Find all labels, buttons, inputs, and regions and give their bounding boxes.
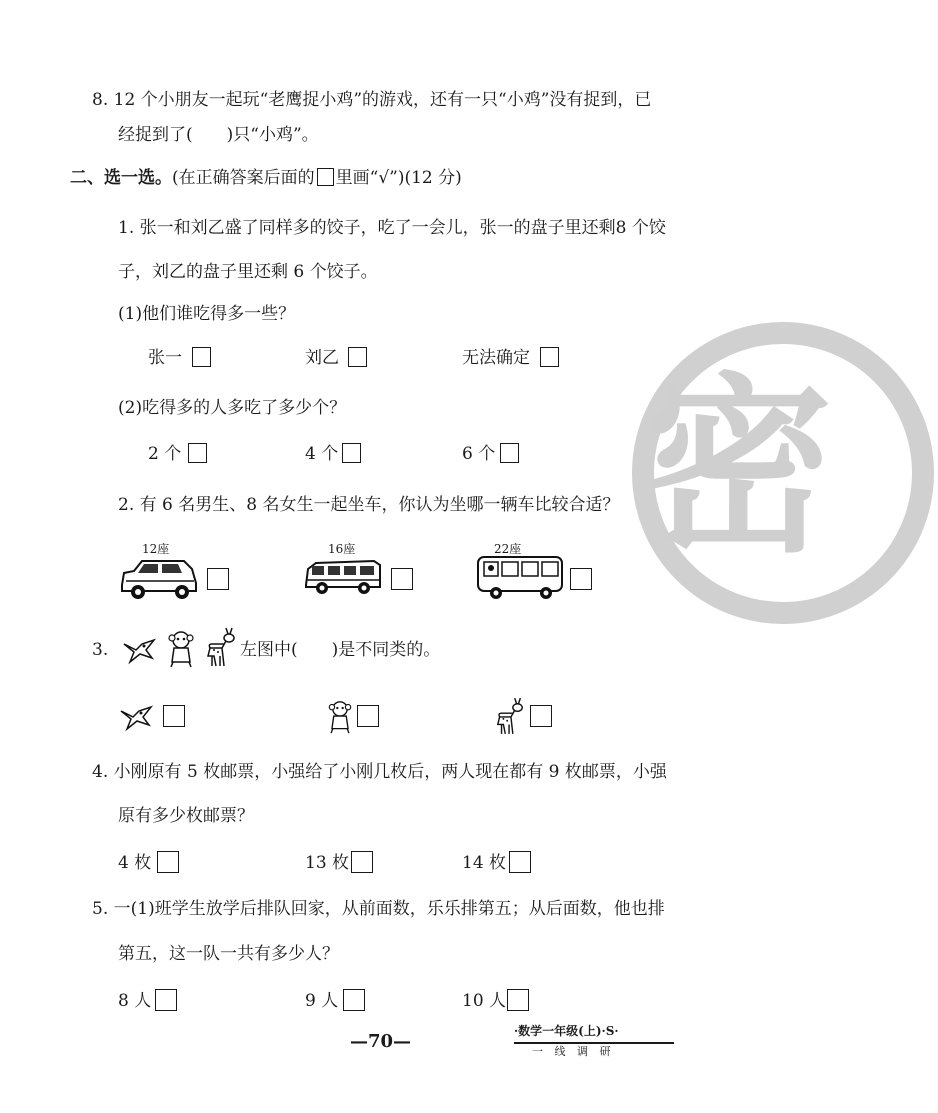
answer-box[interactable]	[342, 443, 361, 463]
q8-line2: 经捉到了( )只“小鸡”。	[118, 125, 319, 145]
car-icon	[118, 555, 200, 601]
q5-line2: 第五，这一队一共有多少人？	[118, 944, 339, 964]
swallow-icon	[122, 638, 156, 664]
answer-box[interactable]	[507, 989, 529, 1011]
monkey-icon	[325, 700, 355, 734]
q3-number: 3.	[92, 640, 109, 660]
vehicle-seat-label: 22座	[494, 542, 522, 556]
answer-box[interactable]	[163, 705, 185, 727]
q1-sub2-option: 2 个	[148, 444, 182, 464]
q1-sub1-option: 无法确定	[462, 348, 530, 368]
q4-option: 4 枚	[118, 853, 152, 873]
q2-line1: 2. 有 6 名男生、8 名女生一起坐车，你认为坐哪一辆车比较合适？	[118, 495, 620, 515]
answer-box[interactable]	[391, 568, 413, 590]
q5-line1: 5. 一(1)班学生放学后排队回家，从前面数，乐乐排第五；从后面数，他也排	[92, 899, 665, 919]
q1-sub1: (1)他们谁吃得多一些？	[118, 304, 296, 324]
q5-option: 9 人	[305, 991, 339, 1011]
q4-line1: 4. 小刚原有 5 枚邮票，小强给了小刚几枚后，两人现在都有 9 枚邮票，小强	[92, 762, 667, 782]
q1-sub1-option: 刘乙	[305, 348, 339, 368]
q4-option: 13 枚	[305, 853, 350, 873]
footer-divider	[514, 1042, 674, 1044]
page-number: —70—	[350, 1031, 412, 1052]
answer-box[interactable]	[348, 347, 367, 367]
answer-box[interactable]	[207, 568, 229, 590]
inline-box-icon	[317, 168, 334, 186]
answer-box[interactable]	[192, 347, 211, 367]
vehicle-seat-label: 16座	[328, 542, 356, 556]
q4-line2: 原有多少枚邮票？	[118, 806, 254, 826]
series-name: 一 线 调 研	[532, 1045, 615, 1058]
minibus-icon	[302, 555, 384, 597]
answer-box[interactable]	[188, 443, 207, 463]
swallow-icon	[118, 705, 154, 731]
section2-note-pre: (在正确答案后面的	[172, 168, 315, 188]
answer-box[interactable]	[540, 347, 559, 367]
answer-box[interactable]	[157, 851, 179, 873]
q5-option: 8 人	[118, 991, 152, 1011]
answer-box[interactable]	[351, 851, 373, 873]
q8-line1: 8. 12 个小朋友一起玩“老鹰捉小鸡”的游戏，还有一只“小鸡”没有捉到，已	[92, 90, 652, 110]
stamp-char: 密	[642, 357, 834, 578]
deer-icon	[494, 696, 526, 736]
q1-line1: 1. 张一和刘乙盛了同样多的饺子，吃了一会儿，张一的盘子里还剩8 个饺	[118, 218, 666, 238]
section2-label: 二、选一选。	[70, 168, 172, 188]
answer-box[interactable]	[530, 705, 552, 727]
monkey-icon	[165, 630, 197, 668]
q1-line2: 子，刘乙的盘子里还剩 6 个饺子。	[118, 262, 378, 282]
secret-stamp	[628, 318, 938, 628]
answer-box[interactable]	[357, 705, 379, 727]
q1-sub2-option: 4 个	[305, 444, 339, 464]
answer-box[interactable]	[500, 443, 519, 463]
answer-box[interactable]	[570, 568, 592, 590]
q5-option: 10 人	[462, 991, 507, 1011]
bus-icon	[474, 553, 566, 601]
answer-box[interactable]	[343, 989, 365, 1011]
q1-sub1-option: 张一	[148, 348, 182, 368]
q4-option: 14 枚	[462, 853, 507, 873]
q1-sub2-option: 6 个	[462, 444, 496, 464]
q1-sub2: (2)吃得多的人多吃了多少个？	[118, 398, 347, 418]
q3-text: 左图中( )是不同类的。	[240, 640, 441, 660]
answer-box[interactable]	[155, 989, 177, 1011]
answer-box[interactable]	[509, 851, 531, 873]
deer-icon	[204, 626, 238, 668]
book-title: ·数学一年级(上)·S·	[514, 1024, 619, 1038]
section2-title	[70, 168, 462, 187]
section2-note-post: 里画“√”)(12 分)	[335, 168, 462, 188]
vehicle-seat-label: 12座	[142, 542, 170, 556]
